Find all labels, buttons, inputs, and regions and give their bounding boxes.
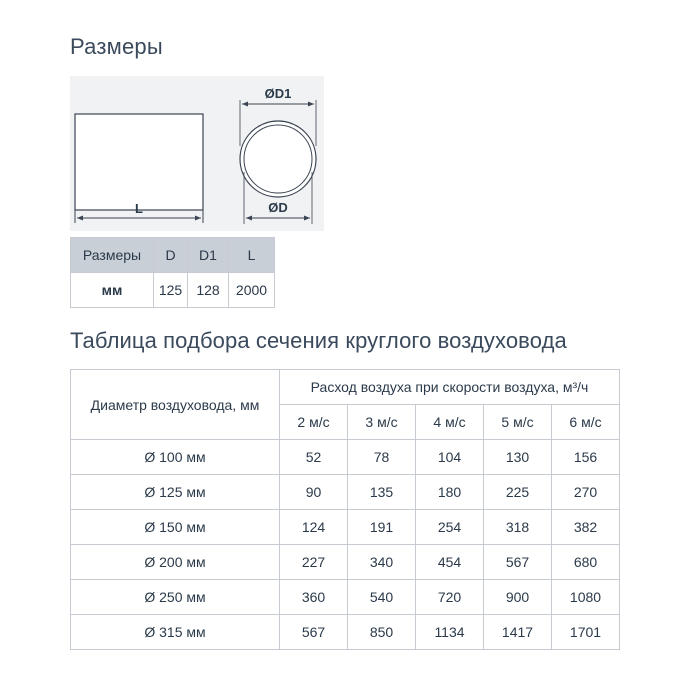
flow-value-cell: 382	[552, 510, 620, 545]
speed-header-cell: 2 м/с	[280, 405, 348, 440]
label-L: L	[135, 201, 143, 216]
flow-value-cell: 156	[552, 440, 620, 475]
flow-value-cell: 1701	[552, 615, 620, 650]
diameter-cell: Ø 250 мм	[71, 580, 280, 615]
dimensions-header-cell: D1	[188, 238, 229, 273]
diameter-header: Диаметр воздуховода, мм	[71, 370, 280, 440]
flow-value-cell: 104	[416, 440, 484, 475]
diameter-cell: Ø 150 мм	[71, 510, 280, 545]
speed-header-cell: 5 м/с	[484, 405, 552, 440]
table-row	[71, 475, 620, 510]
selection-header-row	[71, 370, 620, 405]
label-D1: ØD1	[264, 86, 292, 101]
speed-header-cell: 6 м/с	[552, 405, 620, 440]
table-row	[71, 580, 620, 615]
dimensions-value-row	[71, 273, 275, 308]
arrow-left	[77, 216, 83, 221]
dimensions-header-cell: Размеры	[71, 238, 154, 273]
flow-value-cell: 318	[484, 510, 552, 545]
speed-header-cell: 3 м/с	[348, 405, 416, 440]
flow-value-cell: 340	[348, 545, 416, 580]
speed-header-cell: 4 м/с	[416, 405, 484, 440]
dimensions-table	[70, 237, 275, 308]
flow-value-cell: 1080	[552, 580, 620, 615]
flow-value-cell: 191	[348, 510, 416, 545]
dimensions-value-cell: 125	[154, 273, 188, 308]
duct-side-view	[75, 114, 203, 210]
flow-value-cell: 900	[484, 580, 552, 615]
diameter-cell: Ø 315 мм	[71, 615, 280, 650]
flow-value-cell: 270	[552, 475, 620, 510]
diameter-cell: Ø 100 мм	[71, 440, 280, 475]
flow-value-cell: 130	[484, 440, 552, 475]
dimensions-value-cell: 2000	[229, 273, 275, 308]
flow-value-cell: 360	[280, 580, 348, 615]
flow-value-cell: 78	[348, 440, 416, 475]
d1-arrow-left	[242, 102, 248, 107]
flow-value-cell: 90	[280, 475, 348, 510]
d1-arrow-right	[308, 102, 314, 107]
dimensions-header-row	[71, 238, 275, 273]
flow-value-cell: 124	[280, 510, 348, 545]
flow-value-cell: 1417	[484, 615, 552, 650]
flow-value-cell: 567	[484, 545, 552, 580]
table-row	[71, 510, 620, 545]
arrow-right	[195, 216, 201, 221]
dimensions-unit-cell: мм	[71, 273, 154, 308]
table-row	[71, 615, 620, 650]
diameter-cell: Ø 200 мм	[71, 545, 280, 580]
flow-header: Расход воздуха при скорости воздуха, м³/ч	[280, 370, 620, 405]
flow-value-cell: 1134	[416, 615, 484, 650]
selection-table-title: Таблица подбора сечения круглого воздуховода	[70, 328, 567, 353]
duct-drawing	[70, 76, 324, 231]
duct-drawing-svg	[70, 76, 324, 231]
flow-value-cell: 680	[552, 545, 620, 580]
flow-value-cell: 567	[280, 615, 348, 650]
dimensions-header-cell: L	[229, 238, 275, 273]
label-D: ØD	[268, 200, 288, 215]
flow-value-cell: 720	[416, 580, 484, 615]
flow-value-cell: 254	[416, 510, 484, 545]
d-arrow-right	[304, 216, 310, 221]
flow-value-cell: 180	[416, 475, 484, 510]
flow-value-cell: 225	[484, 475, 552, 510]
duct-selection-table	[70, 369, 620, 650]
flow-value-cell: 540	[348, 580, 416, 615]
flow-value-cell: 454	[416, 545, 484, 580]
flow-value-cell: 227	[280, 545, 348, 580]
table-row	[71, 440, 620, 475]
diameter-cell: Ø 125 мм	[71, 475, 280, 510]
table-row	[71, 545, 620, 580]
flow-value-cell: 52	[280, 440, 348, 475]
dimensions-header-cell: D	[154, 238, 188, 273]
flow-value-cell: 850	[348, 615, 416, 650]
d-arrow-left	[246, 216, 252, 221]
dimensions-value-cell: 128	[188, 273, 229, 308]
flow-value-cell: 135	[348, 475, 416, 510]
sizes-title: Размеры	[70, 34, 163, 59]
duct-inner-circle	[244, 125, 312, 193]
